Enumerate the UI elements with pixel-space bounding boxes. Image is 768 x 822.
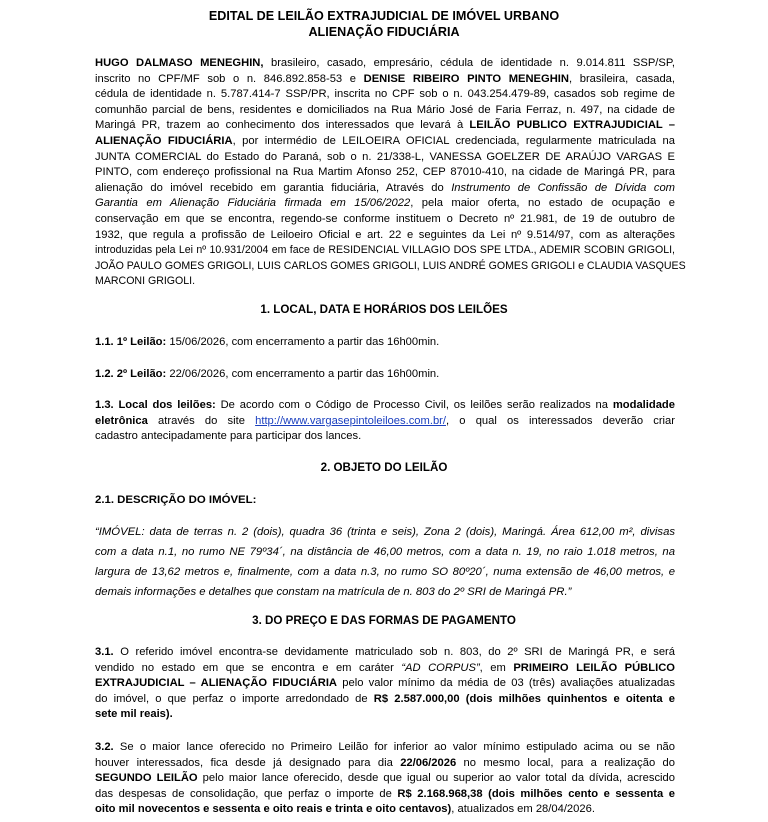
section-1-heading: 1. LOCAL, DATA E HORÁRIOS DOS LEILÕES [260,303,508,316]
document-title: EDITAL DE LEILÃO EXTRAJUDICIAL DE IMÓVEL URBANO [208,9,560,23]
owner-name-2: DENISE RIBEIRO PINTO MENEGHIN [363,72,569,85]
owner-name-1: HUGO DALMASO MENEGHIN, [95,57,264,69]
document-subtitle: ALIENAÇÃO FIDUCIÁRIA [308,25,460,39]
second-auction-price-paragraph: 3.2. Se o maior lance oferecido no Primeiro Leilão for inferior ao valor mínimo estipulado acima ou se não houver interessados, fica desde já designado para dia 22/06/2026 no mesmo local, para a realização do SEGUNDO LEILÃO pelo maior lance oferecido, desde que igual ou superior ao valor total da dívida, acrescido das despesas de consolidação, que perfaz o importe de R$ 2.168.968,38 (dois milhões cento e sessenta e oito mil novecentos e sessenta e oito reais e trinta e oito centavos), atualizados em 28/04/2026. [95,741,675,816]
second-auction-price: R$ 2.168.968,38 (dois milhões cento e sessenta e [397,787,675,800]
property-description-subheading: 2.1. DESCRIÇÃO DO IMÓVEL: [95,494,257,506]
property-description-quote: “IMÓVEL: data de terras n. 2 (dois), quadra 36 (trinta e seis), Zona 2 (dois), Maringá. Área 612,00 m², divisas com a data n.1, no rumo NE 79º34´, na distância de 46,00 metros, com a data n. 19, no raio 1.018 metros, na largura de 13,62 metros e, finalmente, com a data n.3, no rumo SO 80º20´, numa extensão de 46,00 metros, e demais informações e detalhes que constam na matrícula de n. 803 do 2º SRI de Maringá PR.” [95,526,675,598]
section-3-heading: 3. DO PREÇO E DAS FORMAS DE PAGAMENTO [252,614,516,627]
first-auction-line: 1.1. 1º Leilão: 15/06/2026, com encerramento a partir das 16h00min. [95,336,440,348]
first-auction-price-paragraph: 3.1. O referido imóvel encontra-se devidamente matriculado sob n. 803, do 2º SRI de Maringá PR, e será vendido no estado em que se encontra e em caráter “AD CORPUS”, em PRIMEIRO LEILÃO PÚBLICO EXTRAJUDICIAL – ALIENAÇÃO FIDUCIÁRIA pelo valor mínimo da média de 03 (três) avaliações atualizadas do imóvel, o que perfaz o importe arredondado de R$ 2.587.000,00 (dois milhões quinhentos e oitenta e sete mil reais). [95,646,675,721]
auctioneer-website-link[interactable]: http://www.vargasepintoleiloes.com.br/ [255,414,447,427]
first-auction-price: R$ 2.587.000,00 (dois milhões quinhentos e oitenta e [373,692,675,705]
section-2-heading: 2. OBJETO DO LEILÃO [320,461,448,474]
second-auction-line: 1.2. 2º Leilão: 22/06/2026, com encerramento a partir das 16h00min. [95,368,440,380]
auction-location-paragraph: 1.3. Local dos leilões: De acordo com o Código de Processo Civil, os leilões serão realizados na modalidade eletrônica através do site http://www.vargasepintoleiloes.com.br/, o qual os interessados deverão criar cadastro antecipadamente para participar dos lances. [95,399,675,443]
intro-paragraph: HUGO DALMASO MENEGHIN, brasileiro, casado, empresário, cédula de identidade n. 9.014.811 SSP/SP, inscrito no CPF/MF sob o n. 846.892.858-53 e DENISE RIBEIRO PINTO MENEGHIN, brasileira, casada, cédula de identidade n. 5.787.414-7 SSP/PR, inscrita no CPF sob o n. 043.254.479-89, casados sob regime de comunhão parcial de bens, residentes e domiciliados na Rua Mário José de Faria Ferraz, n. 497, na cidade de Maringá PR, trazem ao conhecimento dos interessados que levará à LEILÃO PUBLICO EXTRAJUDICIAL – ALIENAÇÃO FIDUCIÁRIA, por intermédio de LEILOEIRA OFICIAL credenciada, regularmente matriculada na JUNTA COMERCIAL do Estado do Paraná, sob o n. 21/338-L, VANESSA GOELZER DE ARAÚJO VARGAS E PINTO, com endereço profissional na Rua Martim Afonso 252, CEP 87010-410, na cidade de Maringá PR, para alienação do imóvel recebido em garantia fiduciária, Através do Instrumento de Confissão de Dívida com Garantia em Alienação Fiduciária firmada em 15/06/2022, pela maior oferta, no estado de ocupação e conservação em que se encontra, regendo-se conforme instituem o Decreto nº 21.981, de 19 de outubro de 1932, que regula a profissão de Leiloeiro Oficial e art. 22 e seguintes da Lei nº 9.514/97, com as alterações introduzidas pela Lei nº 10.931/2004 em face de RESIDENCIAL VILLAGIO DOS SPE LTDA., ADEMIR SCOBIN GRIGOLI, JOÃO PAULO GOMES GRIGOLI, LUIS CARLOS GOMES GRIGOLI, LUIS ANDRÉ GOMES GRIGOLI e CLAUDIA VASQUES MARCONI GRIGOLI. [95,57,686,288]
